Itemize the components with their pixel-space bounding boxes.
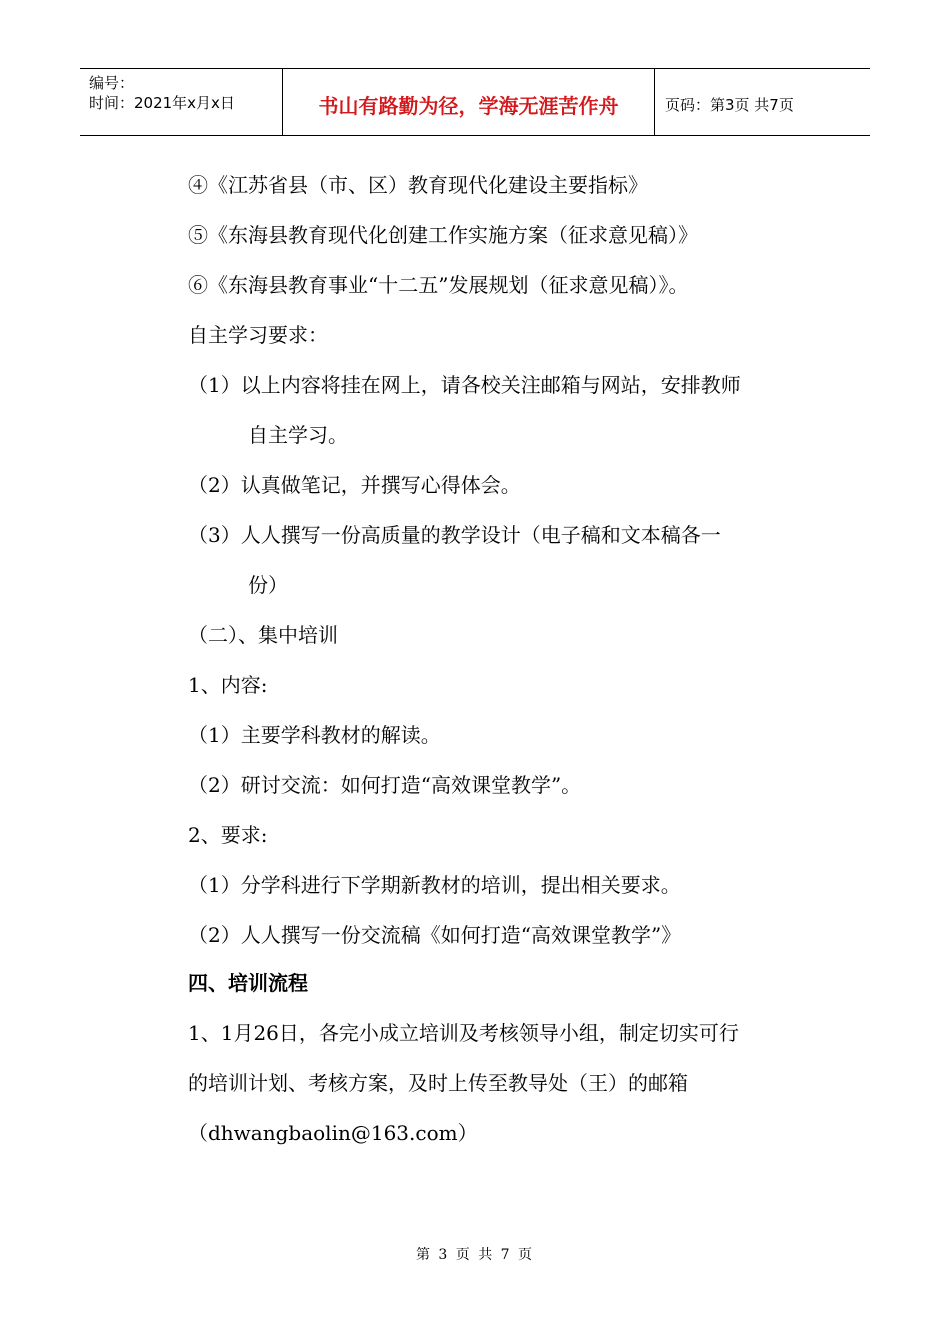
motto-text: 书山有路勤为径，学海无涯苦作舟 bbox=[318, 93, 619, 118]
doc-line: 2、要求: bbox=[188, 823, 268, 847]
doc-line: （1）主要学科教材的解读。 bbox=[188, 723, 441, 747]
number-label: 编号： bbox=[89, 74, 135, 92]
header-motto-cell bbox=[283, 69, 655, 135]
doc-line: （1）以上内容将挂在网上，请各校关注邮箱与网站，安排教师 bbox=[188, 373, 741, 397]
doc-line: （3）人人撰写一份高质量的教学设计（电子稿和文本稿各一 bbox=[188, 523, 721, 547]
page-info: 页码：第3页 共7页 bbox=[665, 95, 794, 114]
page-header bbox=[80, 68, 870, 136]
doc-line: 1、1月26日，各完小成立培训及考核领导小组，制定切实可行 bbox=[188, 1021, 739, 1045]
section-heading: 四、培训流程 bbox=[188, 971, 308, 995]
doc-line: （2）认真做笔记，并撰写心得体会。 bbox=[188, 473, 521, 497]
doc-line: 自主学习要求： bbox=[188, 323, 328, 347]
doc-line: 1、内容: bbox=[188, 673, 268, 697]
doc-line: （2）人人撰写一份交流稿《如何打造“高效课堂教学”》 bbox=[188, 923, 682, 947]
doc-line: （2）研讨交流：如何打造“高效课堂教学”。 bbox=[188, 773, 582, 797]
doc-line: 的培训计划、考核方案，及时上传至教导处（王）的邮箱 bbox=[188, 1071, 688, 1095]
doc-line: （二）、集中培训 bbox=[188, 623, 338, 647]
doc-line: 份） bbox=[248, 573, 288, 597]
header-page-cell bbox=[655, 69, 870, 135]
time-label: 时间：2021年x月x日 bbox=[89, 94, 235, 112]
doc-line: ⑤《东海县教育现代化创建工作实施方案（征求意见稿）》 bbox=[188, 223, 698, 247]
doc-line: （1）分学科进行下学期新教材的培训，提出相关要求。 bbox=[188, 873, 681, 897]
doc-line: ④《江苏省县（市、区）教育现代化建设主要指标》 bbox=[188, 173, 648, 197]
doc-line: ⑥《东海县教育事业“十二五”发展规划（征求意见稿）》。 bbox=[188, 273, 689, 297]
page-footer: 第 3 页 共 7 页 bbox=[415, 1247, 535, 1263]
doc-line-email: （dhwangbaolin@163.com） bbox=[188, 1121, 478, 1145]
doc-line: 自主学习。 bbox=[248, 423, 348, 447]
header-meta bbox=[80, 69, 283, 135]
